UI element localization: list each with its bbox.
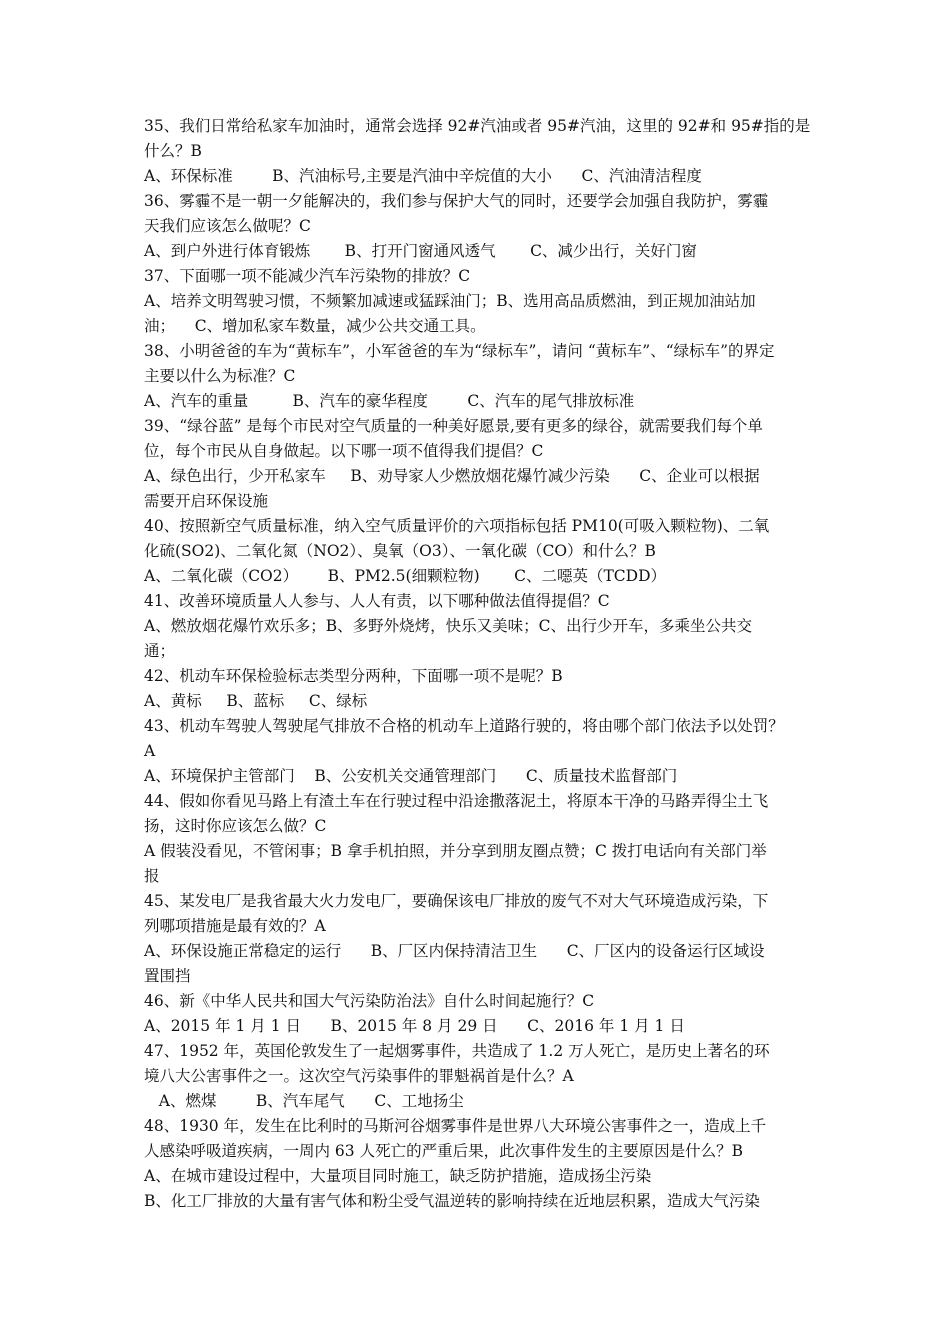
- text-line: 需要开启环保设施: [144, 492, 269, 510]
- text-line: 41、改善环境质量人人参与、人人有责，以下哪种做法值得提倡？C: [144, 592, 610, 610]
- text-line: 化硫(SO2)、二氧化氮（NO2）、臭氧（O3）、一氧化碳（CO）和什么？B: [144, 542, 656, 560]
- text-line: 35、我们日常给私家车加油时，通常会选择 92#汽油或者 95#汽油，这里的 92#和 95#指的是: [144, 117, 811, 135]
- text-line: 置围挡: [144, 967, 191, 985]
- text-line: 44、假如你看见马路上有渣土车在行驶过程中沿途撒落泥土，将原本干净的马路弄得尘土飞: [144, 792, 769, 810]
- text-line: A、燃煤 B、汽车尾气 C、工地扬尘: [144, 1092, 464, 1110]
- text-line: 油； C、增加私家车数量，减少公共交通工具。: [144, 317, 486, 335]
- text-line: 43、机动车驾驶人驾驶尾气排放不合格的机动车上道路行驶的，将由哪个部门依法予以处罚？: [144, 717, 784, 735]
- text-line: A、2015 年 1 月 1 日 B、2015 年 8 月 29 日 C、2016 年 1 月 1 日: [144, 1017, 685, 1035]
- text-line: 列哪项措施是最有效的？A: [144, 917, 326, 935]
- document-body: [144, 114, 824, 1214]
- text-line: 37、下面哪一项不能减少汽车污染物的排放？C: [144, 267, 471, 285]
- text-line: 境八大公害事件之一。这次空气污染事件的罪魁祸首是什么？A: [144, 1067, 574, 1085]
- text-line: A、二氧化碳（CO2） B、PM2.5(细颗粒物) C、二噁英（TCDD）: [144, 567, 667, 585]
- text-line: 38、小明爸爸的车为“黄标车”，小军爸爸的车为“绿标车”，请问 “黄标车”、“绿标车”的界定: [144, 342, 775, 360]
- text-line: A、汽车的重量 B、汽车的豪华程度 C、汽车的尾气排放标准: [144, 392, 635, 410]
- text-line: 36、雾霾不是一朝一夕能解决的，我们参与保护大气的同时，还要学会加强自我防护，雾霾: [144, 192, 769, 210]
- text-line: A、环境保护主管部门 B、公安机关交通管理部门 C、质量技术监督部门: [144, 767, 678, 785]
- text-line: A、环保设施正常稳定的运行 B、厂区内保持清洁卫生 C、厂区内的设备运行区域设: [144, 942, 765, 960]
- text-line: 通；: [144, 642, 176, 660]
- text-line: 46、新《中华人民共和国大气污染防治法》自什么时间起施行？C: [144, 992, 595, 1010]
- text-line: 42、机动车环保检验标志类型分两种，下面哪一项不是呢？B: [144, 667, 563, 685]
- text-line: A、培养文明驾驶习惯，不频繁加减速或猛踩油门；B、选用高品质燃油，到正规加油站加: [144, 292, 756, 310]
- text-line: A: [144, 742, 156, 760]
- text-line: A、到户外进行体育锻炼 B、打开门窗通风透气 C、减少出行，关好门窗: [144, 242, 697, 260]
- text-line: 位，每个市民从自身做起。以下哪一项不值得我们提倡？C: [144, 442, 544, 460]
- text-line: 39、“绿谷蓝” 是每个市民对空气质量的一种美好愿景,要有更多的绿谷，就需要我们每个单: [144, 417, 763, 435]
- text-line: A、黄标 B、蓝标 C、绿标: [144, 692, 368, 710]
- text-line: A、环保标准 B、汽油标号,主要是汽油中辛烷值的大小 C、汽油清洁程度: [144, 167, 702, 185]
- text-line: B、化工厂排放的大量有害气体和粉尘受气温逆转的影响持续在近地层积累，造成大气污染: [144, 1192, 760, 1210]
- text-line: A、在城市建设过程中，大量项目同时施工，缺乏防护措施，造成扬尘污染: [144, 1167, 652, 1185]
- text-line: 主要以什么为标准？C: [144, 367, 296, 385]
- text-line: 报: [144, 867, 160, 885]
- text-line: 人感染呼吸道疾病，一周内 63 人死亡的严重后果，此次事件发生的主要原因是什么？B: [144, 1142, 743, 1160]
- text-line: 45、某发电厂是我省最大火力发电厂，要确保该电厂排放的废气不对大气环境造成污染，下: [144, 892, 769, 910]
- text-line: 47、1952 年，英国伦敦发生了一起烟雾事件，共造成了 1.2 万人死亡，是历史上著名的环: [144, 1042, 770, 1060]
- text-line: 扬，这时你应该怎么做？C: [144, 817, 327, 835]
- text-line: 天我们应该怎么做呢？C: [144, 217, 311, 235]
- text-line: A、燃放烟花爆竹欢乐多；B、多野外烧烤，快乐又美味；C、出行少开车，多乘坐公共交: [144, 617, 752, 635]
- text-line: A 假装没看见，不管闲事；B 拿手机拍照，并分享到朋友圈点赞；C 拨打电话向有关部门举: [144, 842, 767, 860]
- text-line: 40、按照新空气质量标准，纳入空气质量评价的六项指标包括 PM10(可吸入颗粒物)、二氧: [144, 517, 770, 535]
- text-line: 48、1930 年，发生在比利时的马斯河谷烟雾事件是世界八大环境公害事件之一，造成上千: [144, 1117, 767, 1135]
- text-line: A、绿色出行，少开私家车 B、劝导家人少燃放烟花爆竹减少污染 C、企业可以根据: [144, 467, 760, 485]
- text-line: 什么？B: [144, 142, 202, 160]
